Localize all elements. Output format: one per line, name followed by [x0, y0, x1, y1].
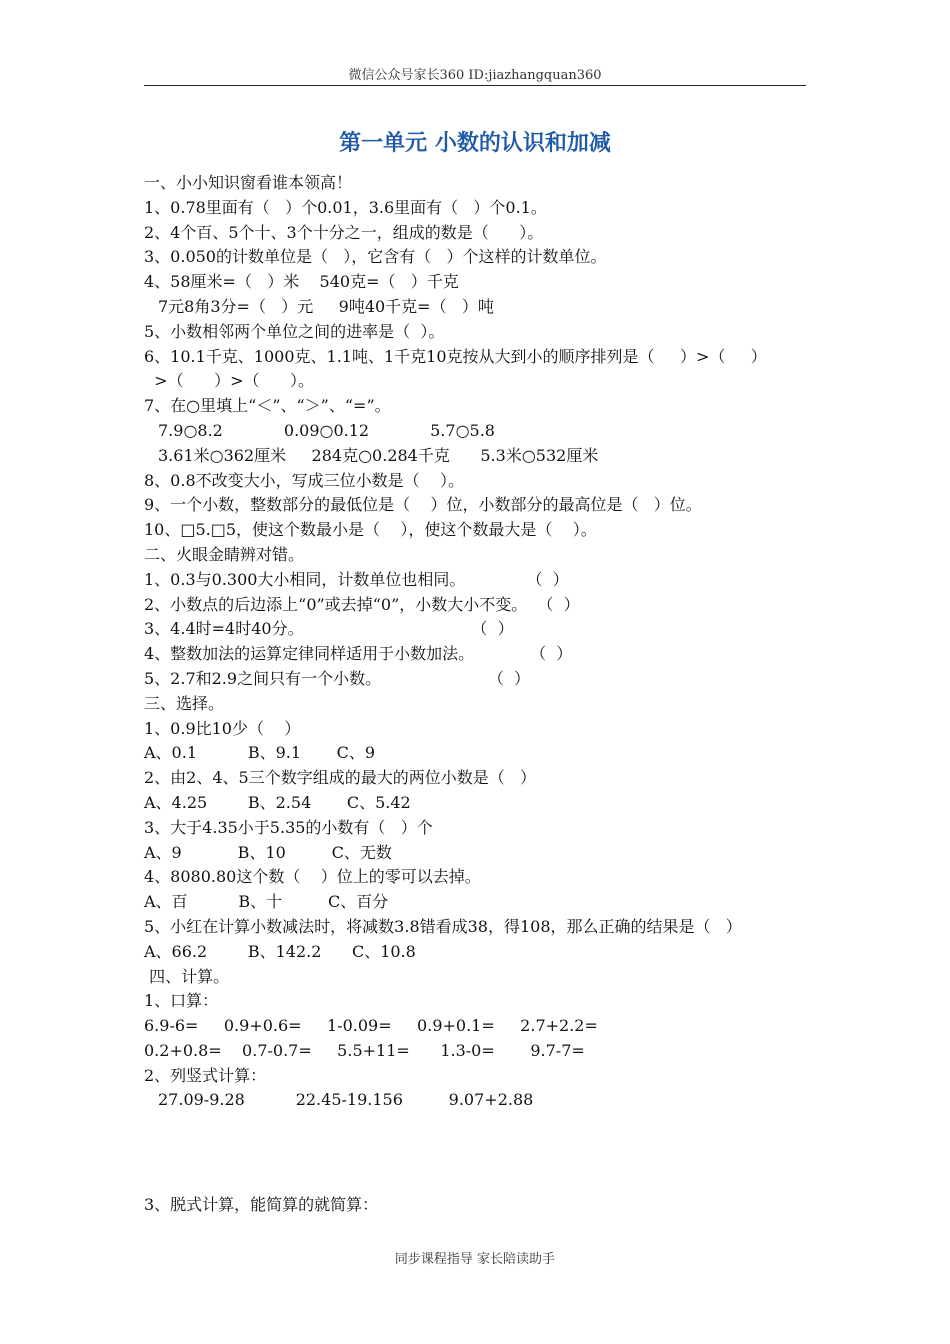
question-line: 3、0.050的计数单位是（ ），它含有（ ）个这样的计数单位。: [144, 247, 607, 267]
question-line: 2、由2、4、5三个数字组成的最大的两位小数是（ ）: [144, 768, 536, 788]
header-rule: [144, 85, 806, 86]
page-header: 微信公众号家长360 ID:jiazhangquan360: [348, 68, 602, 83]
question-line: 9、一个小数，整数部分的最低位是（ ）位，小数部分的最高位是（ ）位。: [144, 495, 702, 515]
question-line: 1、0.3与0.300大小相同，计数单位也相同。 （ ）: [144, 569, 569, 589]
question-line: 3、大于4.35小于5.35的小数有（ ）个: [144, 817, 433, 837]
choice-line: A、9 B、10 C、无数: [144, 842, 392, 862]
question-line: 3、4.4时=4时40分。 （ ）: [144, 619, 514, 639]
question-line: 4、8080.80这个数（ ）位上的零可以去掉。: [144, 867, 481, 887]
question-line: 2、列竖式计算：: [144, 1065, 267, 1085]
section-heading-2: 二、火眼金睛辨对错。: [144, 544, 305, 564]
question-line: 5、2.7和2.9之间只有一个小数。 （ ）: [144, 668, 531, 688]
question-line: 7元8角3分=（ ）元 9吨40千克=（ ）吨: [158, 296, 494, 316]
choice-line: A、0.1 B、9.1 C、9: [144, 743, 376, 763]
question-line: 4、58厘米=（ ）米 540克=（ ）千克: [144, 272, 459, 292]
question-line: 1、0.78里面有（ ）个0.01，3.6里面有（ ）个0.1。: [144, 197, 547, 217]
page-footer: 同步课程指导 家长陪读助手: [394, 1252, 556, 1267]
section-heading-3: 三、选择。: [144, 693, 225, 713]
question-line: 4、整数加法的运算定律同样适用于小数加法。 （ ）: [144, 644, 573, 664]
section-heading-1: 一、小小知识窗看谁本领高！: [144, 173, 353, 192]
question-line: 1、口算：: [144, 991, 219, 1011]
calc-line: 6.9-6= 0.9+0.6= 1-0.09= 0.9+0.1= 2.7+2.2=: [144, 1016, 598, 1036]
blank-work-space: [144, 1113, 814, 1193]
question-line: >（ ）>（ ）。: [144, 371, 315, 391]
page-title: 第一单元 小数的认识和加减: [339, 131, 611, 156]
question-line: 5、小红在计算小数减法时，将减数3.8错看成38，得108，那么正确的结果是（ ）: [144, 916, 742, 936]
question-line: 2、4个百、5个十、3个十分之一，组成的数是（ ）。: [144, 222, 544, 242]
question-line: 3.61米○362厘米 284克○0.284千克 5.3米○532厘米: [158, 445, 599, 465]
choice-line: A、4.25 B、2.54 C、5.42: [144, 792, 411, 812]
question-line: 2、小数点的后边添上“0”或去掉“0”，小数大小不变。 （ ）: [144, 594, 580, 614]
question-line: 7.9○8.2 0.09○0.12 5.7○5.8: [158, 420, 495, 440]
worksheet-body: [144, 171, 814, 1218]
question-line: 3、脱式计算，能简算的就简算：: [144, 1195, 379, 1215]
section-heading-4: 四、计算。: [144, 966, 230, 986]
question-line: 1、0.9比10少（ ）: [144, 718, 301, 738]
question-line: 6、10.1千克、1000克、1.1吨、1千克10克按从大到小的顺序排列是（ ）>（ ）: [144, 346, 767, 366]
question-line: 10、□5.□5，使这个数最小是（ ），使这个数最大是（ ）。: [144, 520, 597, 540]
choice-line: A、百 B、十 C、百分: [144, 892, 389, 912]
question-line: 8、0.8不改变大小，写成三位小数是（ ）。: [144, 470, 464, 490]
question-line: 5、小数相邻两个单位之间的进率是（ ）。: [144, 321, 445, 341]
calc-line: 0.2+0.8= 0.7-0.7= 5.5+11= 1.3-0= 9.7-7=: [144, 1040, 585, 1060]
calc-line: 27.09-9.28 22.45-19.156 9.07+2.88: [158, 1090, 534, 1110]
choice-line: A、66.2 B、142.2 C、10.8: [144, 941, 416, 961]
question-line: 7、在○里填上“＜”、“＞”、“=”。: [144, 396, 391, 416]
